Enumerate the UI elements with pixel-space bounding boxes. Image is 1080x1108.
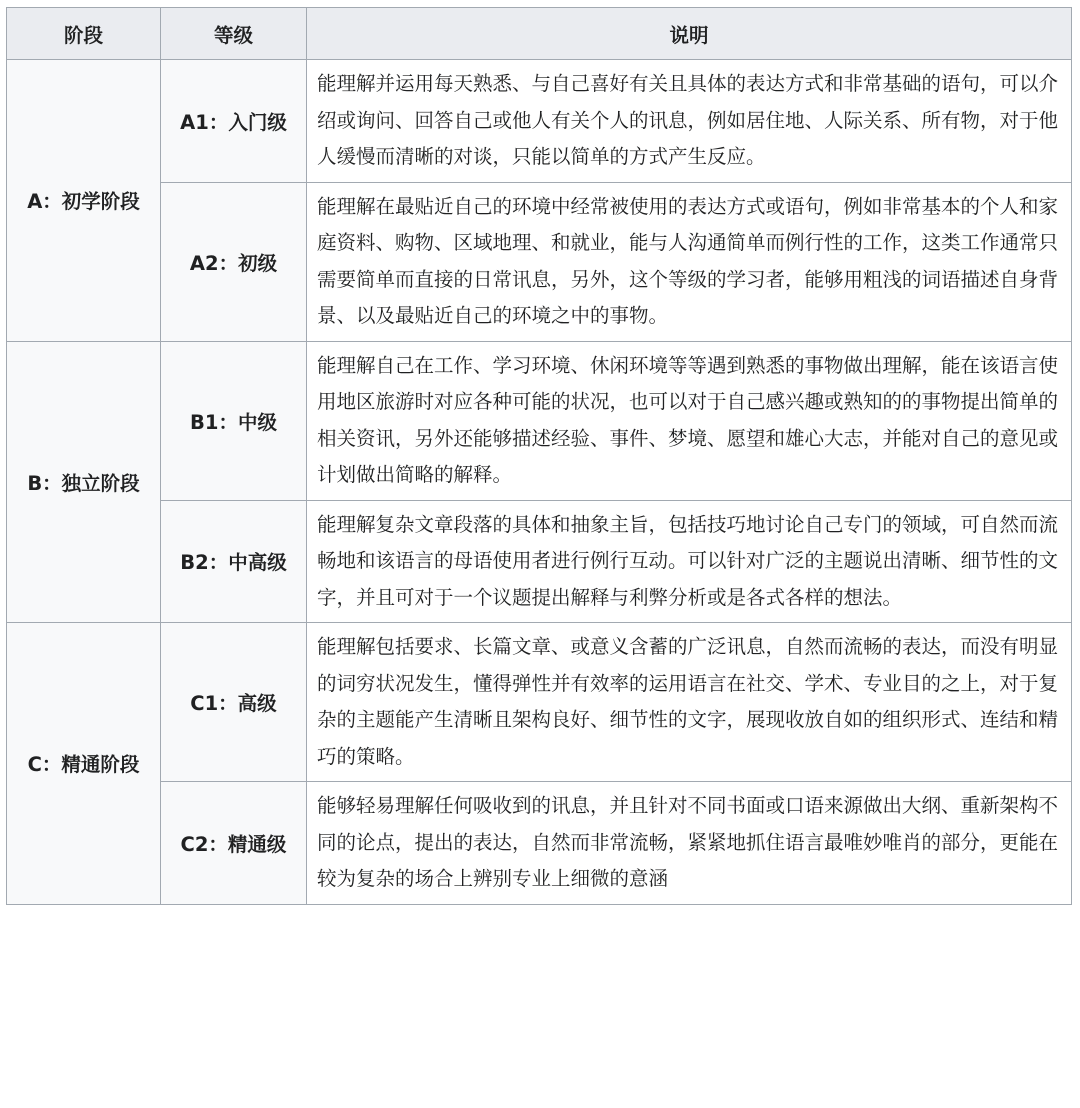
column-header-stage: 阶段 (7, 8, 161, 60)
level-cell-c2: C2：精通级 (161, 782, 307, 905)
column-header-level: 等级 (161, 8, 307, 60)
level-cell-a1: A1：入门级 (161, 60, 307, 183)
cefr-levels-table (6, 7, 1072, 905)
description-cell-b2: 能理解复杂文章段落的具体和抽象主旨，包括技巧地讨论自己专门的领域，可自然而流畅地和该语言的母语使用者进行例行互动。可以针对广泛的主题说出清晰、细节性的文字，并且可对于一个议题提出解释与利弊分析或是各式各样的想法。 (307, 500, 1072, 623)
description-cell-c2: 能够轻易理解任何吸收到的讯息，并且针对不同书面或口语来源做出大纲、重新架构不同的论点，提出的表达，自然而非常流畅，紧紧地抓住语言最唯妙唯肖的部分，更能在较为复杂的场合上辨别专业上细微的意涵 (307, 782, 1072, 905)
stage-cell-c: C：精通阶段 (7, 623, 161, 905)
description-cell-a1: 能理解并运用每天熟悉、与自己喜好有关且具体的表达方式和非常基础的语句，可以介绍或询问、回答自己或他人有关个人的讯息，例如居住地、人际关系、所有物，对于他人缓慢而清晰的对谈，只能以简单的方式产生反应。 (307, 60, 1072, 183)
header-row (7, 8, 1072, 60)
level-cell-b1: B1：中级 (161, 341, 307, 500)
table-row (7, 623, 1072, 782)
column-header-description: 说明 (307, 8, 1072, 60)
description-cell-a2: 能理解在最贴近自己的环境中经常被使用的表达方式或语句，例如非常基本的个人和家庭资料、购物、区域地理、和就业，能与人沟通简单而例行性的工作，这类工作通常只需要简单而直接的日常讯息，另外，这个等级的学习者，能够用粗浅的词语描述自身背景、以及最贴近自己的环境之中的事物。 (307, 182, 1072, 341)
table-row (7, 500, 1072, 623)
description-cell-c1: 能理解包括要求、长篇文章、或意义含蓄的广泛讯息，自然而流畅的表达，而没有明显的词穷状况发生，懂得弹性并有效率的运用语言在社交、学术、专业目的之上，对于复杂的主题能产生清晰且架构良好、细节性的文字，展现收放自如的组织形式、连结和精巧的策略。 (307, 623, 1072, 782)
table-row (7, 182, 1072, 341)
table-row (7, 60, 1072, 183)
description-cell-b1: 能理解自己在工作、学习环境、休闲环境等等遇到熟悉的事物做出理解，能在该语言使用地区旅游时对应各种可能的状况，也可以对于自己感兴趣或熟知的的事物提出简单的相关资讯，另外还能够描述经验、事件、梦境、愿望和雄心大志，并能对自己的意见或计划做出简略的解释。 (307, 341, 1072, 500)
table-row (7, 782, 1072, 905)
table-row (7, 341, 1072, 500)
level-cell-a2: A2：初级 (161, 182, 307, 341)
stage-cell-b: B：独立阶段 (7, 341, 161, 623)
stage-cell-a: A：初学阶段 (7, 60, 161, 342)
level-cell-b2: B2：中高级 (161, 500, 307, 623)
level-cell-c1: C1：高级 (161, 623, 307, 782)
